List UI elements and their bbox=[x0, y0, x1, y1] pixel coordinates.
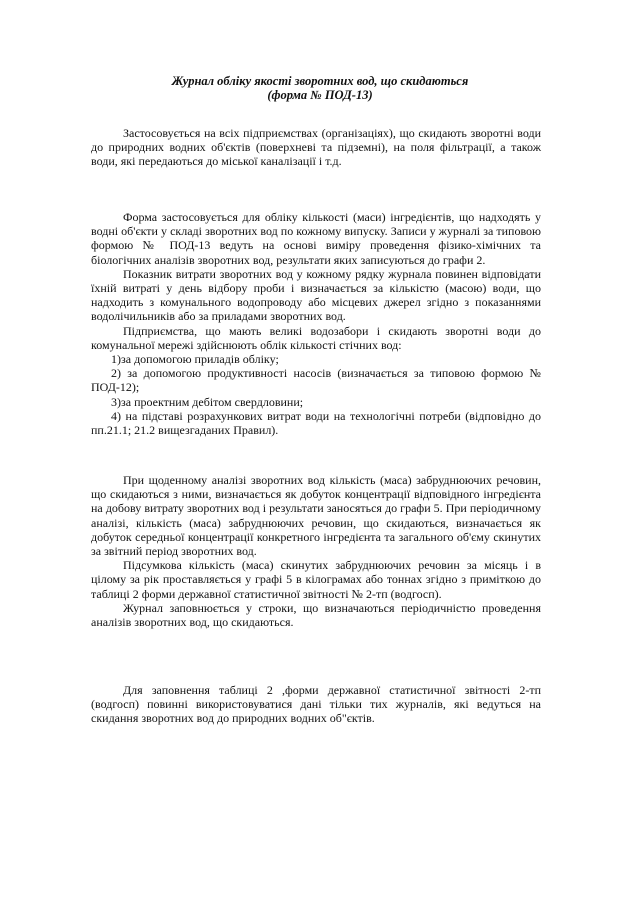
closing-section bbox=[91, 683, 541, 726]
paragraph-journal-filling: Журнал заповнюється у строки, що визначаються періодичністю проведення аналізів зворотних вод, що скидаються. bbox=[91, 600, 541, 630]
paragraph-daily-analysis: При щоденному аналізі зворотних вод кількість (маса) забруднюючих речовин, що скидаються з ними, визначається як добуток концентрації відповідного інгредієнта на добову витрату зворотних вод і результати заносяться до графи 5. При періодичному аналізі, кількість (маса) забруднюючих речовин, що скидаються, визначається як добуток середньої концентрації конкретного інгредієнта та загального об'єму скинутих за звітний період зворотних вод. bbox=[91, 473, 541, 559]
paragraph-enterprises: Підприємства, що мають великі водозабори і скидають зворотні води до комунальної мережі здійснюють облік кількості стічних вод: bbox=[91, 323, 541, 352]
main-section bbox=[91, 210, 541, 437]
paragraph-scope: Застосовується на всіх підприємствах (організаціях), що скидають зворотні води до природних водних об'єктів (поверхневі та підземні), на поля фільтрації, а також води, які передаються до міської каналізації і т.д. bbox=[91, 126, 541, 169]
list-item-1: 1)за допомогою приладів обліку; bbox=[111, 352, 279, 367]
document-title bbox=[0, 74, 640, 102]
paragraph-form-usage: Форма застосовується для обліку кількості (маси) інгредієнтів, що надходять у водні об'єкти у складі зворотних вод по кожному випуску. Записи у журналі за типовою формою № ПОД-13 ведуть на основі виміру проведення фізико-хімічних та біологічних аналізів зворотних вод, результати яких записуються до графи 2. bbox=[91, 210, 541, 267]
title-line-2: (форма № ПОД-13) bbox=[267, 88, 373, 102]
paragraph-flow-indicator: Показник витрати зворотних вод у кожному рядку журнала повинен відповідати їхній витраті у день відбору проби і визначається за кількістю (масою) води, що надходить з комунального водопроводу або місцевих джерел згідно з показаннями водолічильників або за приладами зворотних вод. bbox=[91, 266, 541, 324]
paragraph-total-quantity: Підсумкова кількість (маса) скинутих забруднюючих речовин за місяць і в цілому за рік проставляється у графі 5 в кілограмах або тоннах згідно з приміткою до таблиці 2 форми державної статистичної звітності № 2-тп (водгосп). bbox=[91, 558, 541, 601]
list-item-2: 2) за допомогою продуктивності насосів (визначається за типовою формою № ПОД-12); bbox=[91, 366, 541, 395]
paragraph-table-filling: Для заповнення таблиці 2 ,форми державної статистичної звітності 2-тп (водгосп) повинні використовуватися дані тільки тих журналів, які ведуться на скидання зворотних вод до природних водних об"єктів. bbox=[91, 683, 541, 726]
title-line-1: Журнал обліку якості зворотних вод, що скидаються bbox=[171, 74, 469, 88]
list-item-4: 4) на підставі розрахункових витрат води на технологічні потреби (відповідно до пп.21.1; 21.2 вищезгаданих Правил). bbox=[91, 408, 541, 438]
list-item-3: 3)за проектним дебітом свердловини; bbox=[111, 394, 304, 409]
intro-section bbox=[91, 126, 541, 169]
analysis-section bbox=[91, 473, 541, 629]
